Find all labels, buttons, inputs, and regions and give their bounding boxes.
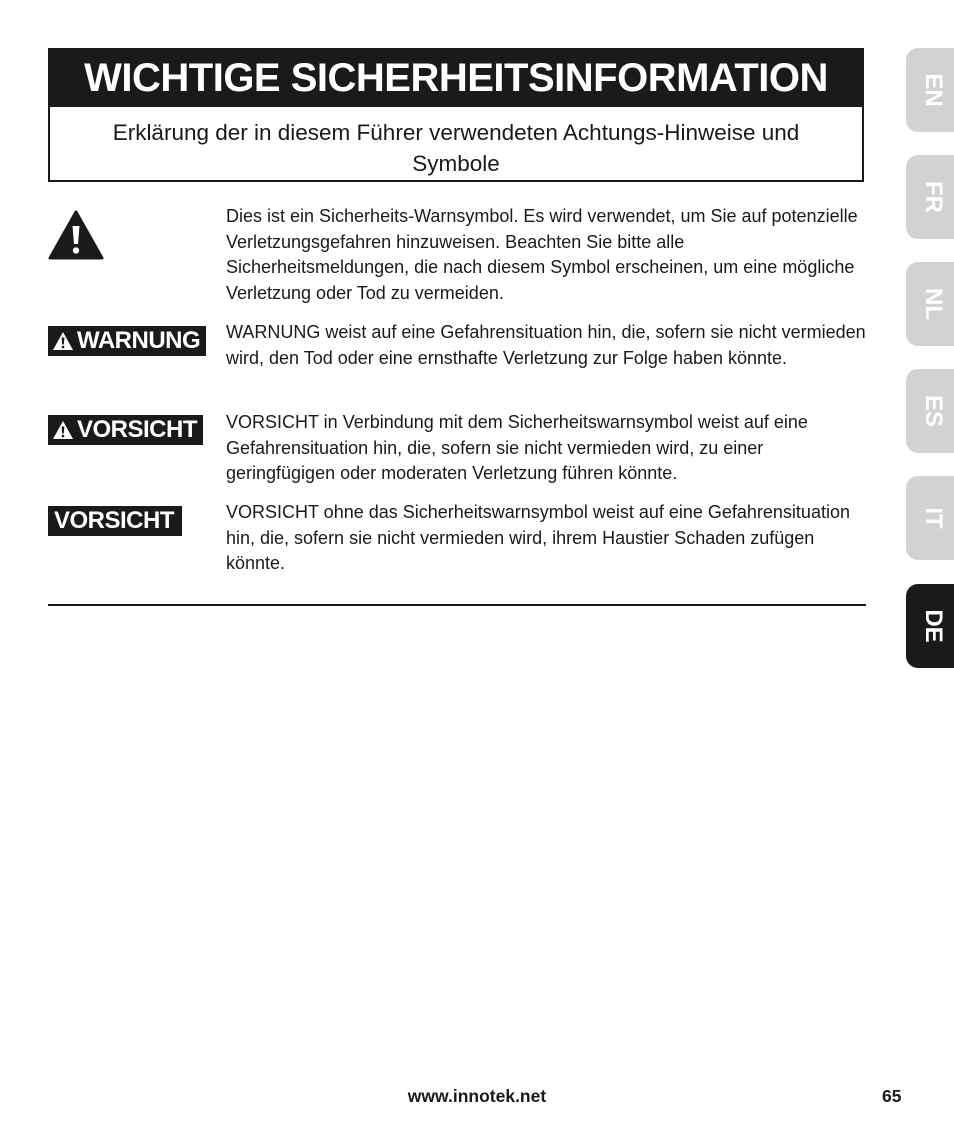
warnung-label bbox=[48, 326, 206, 356]
language-tab-label: EN bbox=[920, 73, 947, 107]
section-divider bbox=[48, 604, 866, 606]
language-tab-it[interactable] bbox=[906, 476, 954, 560]
warnung-label-text: WARNUNG bbox=[77, 327, 201, 354]
entry-description: Dies ist ein Sicherheits-Warnsymbol. Es wird verwendet, um Sie auf potenzielle Verletzungsgefahren hinzuweisen. Beachten Sie bitte alle Sicherheitsmeldungen, die nach diesem Symbol erscheinen, um eine mögliche Verletzung oder Tod zu vermeiden. bbox=[226, 206, 858, 303]
language-tab-nl[interactable] bbox=[906, 262, 954, 346]
footer-url[interactable]: www.innotek.net bbox=[407, 1086, 547, 1106]
language-tab-label: ES bbox=[920, 394, 947, 427]
entry-description: WARNUNG weist auf eine Gefahrensituation hin, die, sofern sie nicht vermieden wird, den Tod oder eine ernsthafte Verletzung zur Folge haben könnte. bbox=[226, 322, 866, 368]
entry-description: VORSICHT in Verbindung mit dem Sicherheitswarnsymbol weist auf eine Gefahrensituation hin, die, sofern sie nicht vermieden wird, zu einer geringfügigen oder moderaten Verletzung führen könnte. bbox=[226, 412, 808, 483]
language-tab-label: IT bbox=[920, 507, 947, 529]
page-title: WICHTIGE SICHERHEITSINFORMATION bbox=[50, 50, 862, 107]
page-number: 65 bbox=[882, 1086, 902, 1106]
entry-description: VORSICHT ohne das Sicherheitswarnsymbol weist auf eine Gefahrensituation hin, die, sofern sie nicht vermieden wird, ihrem Haustier Schaden zufügen könnte. bbox=[226, 502, 850, 573]
language-tab-label: NL bbox=[920, 288, 947, 320]
warning-triangle-icon bbox=[52, 331, 74, 351]
page-subtitle: Erklärung der in diesem Führer verwendeten Achtungs-Hinweise und Symbole bbox=[112, 120, 800, 176]
vorsicht-label-plain bbox=[48, 506, 182, 536]
language-tab-en[interactable] bbox=[906, 48, 954, 132]
language-tab-label: DE bbox=[920, 609, 947, 643]
vorsicht-label-with-symbol bbox=[48, 415, 203, 445]
vorsicht-label-text: VORSICHT bbox=[54, 507, 175, 534]
warning-triangle-icon bbox=[52, 420, 74, 440]
warning-triangle-icon bbox=[48, 210, 104, 265]
language-tab-fr[interactable] bbox=[906, 155, 954, 239]
language-tab-es[interactable] bbox=[906, 369, 954, 453]
language-tab-label: FR bbox=[920, 181, 947, 213]
header-box bbox=[48, 48, 864, 182]
language-tab-de[interactable] bbox=[906, 584, 954, 668]
vorsicht-label-text: VORSICHT bbox=[77, 416, 198, 443]
